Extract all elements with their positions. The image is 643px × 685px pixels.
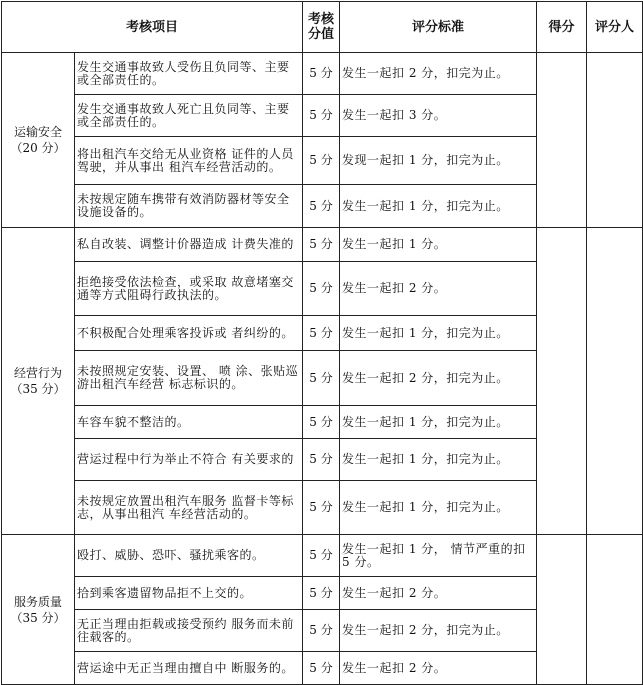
table-row xyxy=(2,53,643,95)
grader-cell-safety[interactable] xyxy=(587,53,643,228)
score-value: 5 分 xyxy=(303,535,340,577)
score-value: 5 分 xyxy=(303,481,340,535)
header-score-value: 考核分值 xyxy=(303,2,340,53)
standard-text: 发生一起扣 2 分，扣完为止。 xyxy=(340,351,537,406)
standard-text: 发生一起扣 2 分，扣完为止。 xyxy=(340,53,537,95)
score-value: 5 分 xyxy=(303,228,340,262)
score-value: 5 分 xyxy=(303,262,340,316)
standard-text: 发生一起扣 1 分，扣完为止。 xyxy=(340,439,537,481)
grader-cell-operation[interactable] xyxy=(587,228,643,535)
standard-text: 发生一起扣 1 分，扣完为止。 xyxy=(340,481,537,535)
item-text: 未按规定放置出租汽车服务 监督卡等标志，从事出租汽 车经营活动的。 xyxy=(75,481,303,535)
item-text: 未按规定随车携带有效消防器材等安全设施设备的。 xyxy=(75,185,303,228)
obtained-cell-operation[interactable] xyxy=(537,228,587,535)
item-text: 私自改装、调整计价器造成 计费失准的 xyxy=(75,228,303,262)
assessment-table xyxy=(1,1,643,685)
standard-text: 发生一起扣 1 分，扣完为止。 xyxy=(340,406,537,439)
score-value: 5 分 xyxy=(303,351,340,406)
header-obtained: 得分 xyxy=(537,2,587,53)
standard-text: 发生一起扣 2 分。 xyxy=(340,577,537,610)
category-safety: 运输安全（20 分） xyxy=(2,53,75,228)
obtained-cell-service[interactable] xyxy=(537,535,587,685)
score-value: 5 分 xyxy=(303,53,340,95)
obtained-cell-safety[interactable] xyxy=(537,53,587,228)
score-value: 5 分 xyxy=(303,577,340,610)
item-text: 发生交通事故致人死亡且负同等、主要或全部责任的。 xyxy=(75,95,303,137)
standard-text: 发生一起扣 1 分。 xyxy=(340,228,537,262)
standard-text: 发生一起扣 2 分。 xyxy=(340,652,537,685)
score-value: 5 分 xyxy=(303,610,340,652)
score-value: 5 分 xyxy=(303,439,340,481)
item-text: 殴打、威胁、恐吓、骚扰乘客的。 xyxy=(75,535,303,577)
score-value: 5 分 xyxy=(303,652,340,685)
standard-text: 发现一起扣 1 分，扣完为止。 xyxy=(340,137,537,185)
item-text: 拒绝接受依法检查，或采取 故意堵塞交通等方式阻碍行政执法的。 xyxy=(75,262,303,316)
item-text: 营运途中无正当理由擅自中 断服务的。 xyxy=(75,652,303,685)
table-row xyxy=(2,535,643,577)
standard-text: 发生一起扣 1 分， 情节严重的扣 5 分。 xyxy=(340,535,537,577)
standard-text: 发生一起扣 2 分，扣完为止。 xyxy=(340,610,537,652)
header-item: 考核项目 xyxy=(2,2,303,53)
header-grader: 评分人 xyxy=(587,2,643,53)
item-text: 营运过程中行为举止不符合 有关要求的 xyxy=(75,439,303,481)
grader-cell-service[interactable] xyxy=(587,535,643,685)
item-text: 不积极配合处理乘客投诉或 者纠纷的。 xyxy=(75,316,303,351)
score-value: 5 分 xyxy=(303,95,340,137)
score-value: 5 分 xyxy=(303,185,340,228)
score-value: 5 分 xyxy=(303,316,340,351)
standard-text: 发生一起扣 3 分。 xyxy=(340,95,537,137)
standard-text: 发生一起扣 1 分，扣完为止。 xyxy=(340,185,537,228)
item-text: 发生交通事故致人受伤且负同等、主要或全部责任的。 xyxy=(75,53,303,95)
item-text: 无正当理由拒载或接受预约 服务而未前往载客的。 xyxy=(75,610,303,652)
standard-text: 发生一起扣 1 分，扣完为止。 xyxy=(340,316,537,351)
table-row xyxy=(2,228,643,262)
header-standard: 评分标准 xyxy=(340,2,537,53)
category-service: 服务质量（35 分） xyxy=(2,535,75,685)
item-text: 将出租汽车交给无从业资格 证件的人员驾驶，并从事出 租汽车经营活动的。 xyxy=(75,137,303,185)
score-value: 5 分 xyxy=(303,406,340,439)
standard-text: 发生一起扣 2 分。 xyxy=(340,262,537,316)
category-operation: 经营行为（35 分） xyxy=(2,228,75,535)
score-value: 5 分 xyxy=(303,137,340,185)
item-text: 未按照规定安装、设置、 喷 涂、张贴巡游出租汽车经营 标志标识的。 xyxy=(75,351,303,406)
item-text: 拾到乘客遗留物品拒不上交的。 xyxy=(75,577,303,610)
header-row xyxy=(2,2,643,53)
item-text: 车容车貌不整洁的。 xyxy=(75,406,303,439)
